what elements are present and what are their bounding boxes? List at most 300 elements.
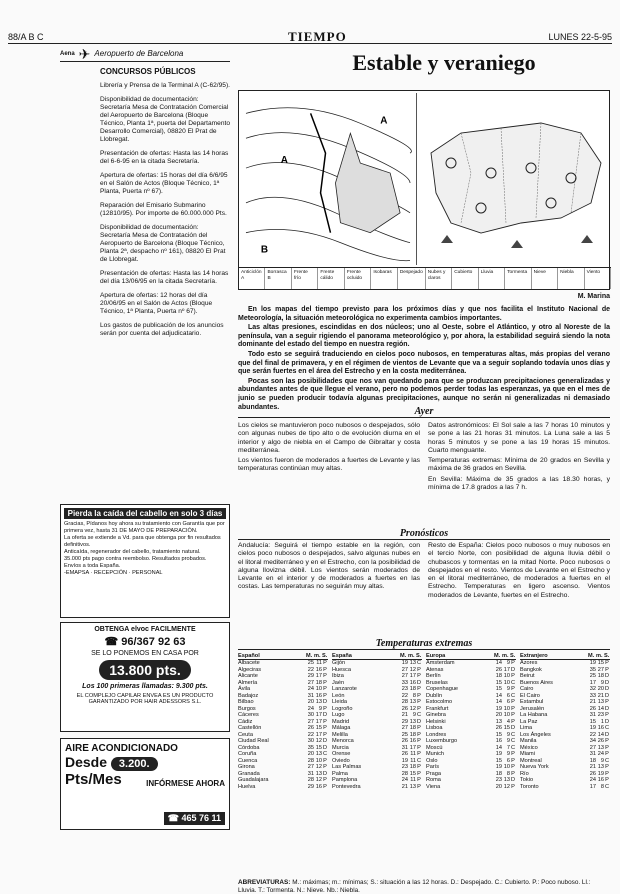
table-cell: 24: [589, 777, 596, 783]
elvoc-ad-line3: Los 100 primeras llamadas: 9.300 pts.: [82, 683, 208, 690]
temperature-table: [426, 653, 516, 790]
table-cell: Lugo: [332, 712, 345, 718]
table-cell: Atenas: [426, 666, 444, 673]
table-row: [520, 784, 610, 791]
table-cell: 14: [597, 705, 604, 712]
aircon-desde: [65, 754, 225, 771]
concurso-paragraph: Librería y Prensa de la Terminal A (C-62/95).: [100, 82, 230, 89]
table-header-cell: S.: [604, 653, 610, 659]
table-cell: Albacete: [238, 660, 260, 666]
table-cell: C: [604, 783, 610, 790]
table-cell: Buenos Aires: [520, 679, 553, 686]
table-cell: 25: [589, 673, 596, 679]
page-date: LUNES 22-5-95: [548, 31, 612, 42]
table-cell: 10: [503, 712, 510, 718]
table-cell: La Paz: [520, 718, 538, 725]
table-cell: Bilbao: [238, 699, 254, 705]
page-number: 88/A B C: [8, 31, 44, 42]
table-cell: Pamplona: [332, 777, 358, 783]
table-cell: 22: [589, 731, 596, 738]
table-cell: P: [323, 783, 327, 790]
table-cell: 17: [409, 673, 416, 679]
pron-paragraph: Andalucía: Seguirá el tiempo estable en la región, con cielos poco nubosos o despejados, salvo algunas nubes en el litoral mediterráneo y en el Estrecho, con la posibilidad de alguna llovizna débil. Los vientos serán moderados de Levante en el interior y de moderados a fuertes en las costas. Las temperaturas no seguirán muy altas.: [238, 542, 420, 591]
table-cell: C: [510, 744, 516, 751]
table-cell: 9: [318, 705, 322, 712]
concurso-paragraph: Apertura de ofertas: 15 horas del día 6/6/95 en el Salón de Actos (Bloque Técnico, 1ª Planta, Puerta nº 67).: [100, 172, 228, 195]
table-cell: 16: [315, 666, 322, 673]
table-header-cell: S.: [322, 653, 328, 659]
table-cell: 12: [503, 783, 510, 790]
abbr-label: ABREVIATURAS:: [238, 879, 291, 886]
table-cell: 10: [315, 757, 322, 764]
table-row: [238, 660, 328, 667]
table-cell: Girona: [238, 764, 255, 770]
table-row: [520, 660, 610, 667]
table-cell: 27: [307, 764, 314, 770]
table-cell: P: [323, 764, 327, 770]
table-cell: 20: [307, 751, 314, 757]
table-cell: P: [605, 738, 609, 744]
table-cell: 14: [495, 660, 502, 666]
table-cell: 11: [410, 751, 416, 757]
table-cell: Azores: [520, 660, 538, 666]
table-cell: C: [510, 679, 516, 686]
table-cell: P: [511, 673, 515, 679]
table-cell: 32: [589, 686, 596, 692]
table-cell: 12: [315, 738, 322, 744]
table-cell: D: [416, 679, 422, 686]
table-cell: Tokio: [520, 777, 534, 783]
table-cell: Pontevedra: [332, 783, 361, 790]
table-cell: P: [605, 660, 609, 666]
table-cell: 23: [597, 712, 604, 718]
table-cell: Madrid: [332, 718, 350, 725]
table-cell: 17: [503, 666, 510, 673]
table-cell: P: [417, 764, 421, 770]
table-cell: 26: [401, 705, 408, 712]
hair-ad-line: La oferta se extiende a Vd. para que obtenga por fin resultados definitivos.: [64, 535, 221, 548]
table-cell: P: [605, 666, 609, 673]
table-cell: 13: [597, 764, 604, 770]
table-cell: Ibiza: [332, 673, 344, 679]
table-cell: 12: [315, 764, 322, 770]
table-cell: 19: [597, 770, 604, 777]
temps-heading: Temperaturas extremas: [238, 638, 610, 650]
ayer-heading: Ayer: [238, 406, 610, 418]
table-cell: 31: [401, 744, 408, 751]
table-cell: 14: [495, 692, 502, 699]
section-title: TIEMPO: [288, 28, 347, 44]
table-cell: 31: [589, 751, 596, 757]
ayer-paragraph: Temperaturas extremas: Mínima de 20 grados en Sevilla y máxima de 36 grados en Sevilla.: [428, 457, 610, 473]
table-row: [332, 784, 422, 791]
table-cell: Moscú: [426, 744, 443, 751]
table-cell: 17: [315, 731, 322, 738]
table-cell: 9: [600, 757, 604, 764]
table-cell: 16: [409, 738, 416, 744]
table-cell: Praga: [426, 770, 441, 777]
weather-article: [238, 50, 610, 894]
table-cell: C: [416, 660, 422, 666]
intro-paragraph: Las altas presiones, escindidas en dos núcleos; uno al Oeste, sobre el Atlántico, y otro al Noreste de la península, van a seguir rigiendo el panorama meteorológico y, por ahora, la estabilidad seguirá siendo la nota dominante del estado del tiempo en nuestra región.: [238, 324, 610, 349]
table-cell: D: [604, 705, 610, 712]
table-cell: 28: [307, 777, 314, 783]
table-cell: D: [416, 718, 422, 725]
table-cell: Jaén: [332, 679, 345, 686]
table-cell: Roma: [426, 777, 441, 783]
table-cell: Amsterdam: [426, 660, 455, 666]
table-header-cell: M.: [400, 653, 407, 659]
airport-banner: [60, 46, 230, 62]
legend-item: Isobaras: [371, 268, 397, 289]
table-cell: 18: [597, 673, 604, 679]
table-header-cell: Europa: [426, 653, 494, 660]
table-cell: 23: [401, 686, 408, 692]
hair-ad-title: Pierda la caída del cabello en solo 3 días: [64, 508, 226, 519]
table-cell: 24: [307, 705, 314, 712]
table-cell: Nueva York: [520, 764, 549, 770]
table-cell: 10: [503, 764, 510, 770]
table-cell: D: [510, 725, 516, 731]
ayer-paragraph: Los cielos se mantuvieron poco nubosos o despejados, sólo con algunas nubes de tipo alto o de evolución diurna en el interior y algo de niebla en el Campo de Gibraltar y costa mediterránea.: [238, 422, 420, 454]
table-cell: 25: [307, 660, 314, 666]
aircon-price: 3.200.: [111, 757, 158, 771]
table-cell: P: [511, 751, 515, 757]
table-cell: 16: [495, 738, 502, 744]
table-cell: Alicante: [238, 673, 258, 679]
ayer-right: [428, 422, 610, 494]
table-cell: 27: [307, 718, 314, 725]
table-cell: 20: [495, 712, 502, 718]
table-cell: P: [323, 666, 327, 673]
isobar-map: [241, 93, 417, 265]
table-cell: 29: [401, 718, 408, 725]
map-legend: [239, 267, 611, 289]
table-cell: P: [323, 731, 327, 738]
table-cell: 31: [307, 770, 314, 777]
pronosticos-heading: Pronósticos: [238, 528, 610, 540]
table-cell: C: [604, 725, 610, 731]
table-cell: P: [323, 718, 327, 725]
table-header-cell: S.: [510, 653, 516, 659]
table-cell: 13: [409, 783, 416, 790]
table-header-cell: España: [332, 653, 400, 660]
elvoc-ad-line1: OBTENGA elvoc FACILMENTE: [94, 626, 196, 633]
table-cell: 13: [315, 751, 322, 757]
table-cell: 24: [401, 777, 408, 783]
concurso-paragraph: Presentación de ofertas: Hasta las 14 horas del 6-6-95 en la citada Secretaría.: [100, 150, 229, 165]
table-cell: 16: [597, 777, 604, 783]
table-cell: Luxemburgo: [426, 738, 458, 744]
table-cell: Orense: [332, 751, 351, 757]
table-cell: 21: [401, 712, 408, 718]
table-cell: Castellón: [238, 725, 262, 731]
table-cell: Coruña: [238, 751, 257, 757]
pron-right: [428, 542, 610, 602]
table-cell: P: [605, 770, 609, 777]
table-cell: Lleida: [332, 699, 347, 705]
table-cell: 30: [307, 738, 314, 744]
table-cell: P: [417, 783, 421, 790]
table-cell: 9: [506, 660, 510, 666]
aircon-title: AIRE ACONDICIONADO: [65, 743, 178, 754]
page-header: [8, 30, 612, 44]
legend-item: Viento: [585, 268, 611, 289]
table-cell: 4: [506, 718, 510, 725]
table-cell: Munich: [426, 751, 445, 757]
table-cell: 28: [307, 757, 314, 764]
table-cell: D: [604, 731, 610, 738]
table-cell: 19: [495, 764, 502, 770]
legend-item: Niebla: [558, 268, 584, 289]
temperature-table: [238, 653, 328, 790]
table-cell: C: [604, 757, 610, 764]
pron-paragraph: Resto de España: Cielos poco nubosos o muy nubosos en el tercio Norte, con posibilidad de alguna lluvia débil o chubascos y tormentas en la mitad Norte. Poco nubosos o despejados en el resto. Vientos de Levante en el Estrecho y en el litoral mediterráneo, de moderados a fuertes en el Estrecho. Temperaturas en ligero ascenso. Vientos moderados de Levante, fuertes en el Estrecho.: [428, 542, 610, 599]
table-cell: Ciudad Real: [238, 738, 269, 744]
ayer-paragraph: En Sevilla: Máxima de 35 grados a las 18.30 horas, y mínima de 17.8 grados a las 7 h.: [428, 475, 610, 492]
table-cell: 8: [506, 770, 510, 777]
hair-ad-line: 35.000 pts pago contra reembolso. Resultados probados.: [64, 556, 207, 562]
table-cell: C: [510, 731, 516, 738]
table-cell: P: [511, 783, 515, 790]
pron-left: [238, 542, 420, 602]
table-cell: 22: [307, 731, 314, 738]
table-cell: D: [322, 712, 328, 718]
table-cell: 17: [315, 718, 322, 725]
table-cell: 12: [409, 666, 416, 673]
table-row: [426, 660, 516, 667]
table-cell: 10: [503, 673, 510, 679]
table-cell: Cuenca: [238, 757, 258, 764]
table-cell: 14: [597, 731, 604, 738]
table-cell: 8: [600, 783, 604, 790]
table-row: [332, 660, 422, 667]
table-cell: Jerusalén: [520, 705, 545, 712]
table-cell: D: [604, 692, 610, 699]
table-cell: 22: [307, 666, 314, 673]
airport-name: Aeropuerto de Barcelona: [94, 49, 184, 58]
legend-item: Nieve: [532, 268, 558, 289]
svg-text:A: A: [380, 115, 388, 127]
table-header-cell: Español: [238, 653, 306, 660]
table-cell: 18: [409, 725, 416, 731]
concurso-paragraph: Disponibilidad de documentación: Secretaría Mesa de Contratación Comercial del Aeropuerto de Barcelona (Bloque Técnico, Planta 1ª, puerta del Departamento Desarrollo Comercial), 08820 El Prat de Llobregat.: [100, 96, 230, 143]
legend-item: Anticiclón A: [239, 268, 265, 289]
legend-item: Despejado: [398, 268, 426, 289]
table-cell: P: [417, 725, 421, 731]
table-header-cell: m.: [408, 653, 415, 659]
table-cell: 18: [495, 770, 502, 777]
table-cell: P: [323, 673, 327, 679]
table-cell: Cádiz: [238, 718, 253, 725]
table-cell: 27: [589, 744, 596, 751]
table-cell: 15: [495, 757, 502, 764]
table-cell: Burgos: [238, 705, 256, 712]
table-cell: Badajoz: [238, 692, 259, 699]
table-cell: Melilla: [332, 731, 348, 738]
tables-wrap: [238, 653, 610, 790]
legend-item: Frente frío: [292, 268, 318, 289]
table-cell: D: [604, 673, 610, 679]
aircon-info: INFÓRMESE AHORA: [146, 779, 225, 788]
temperature-tables: [238, 638, 610, 878]
table-cell: Manila: [520, 738, 537, 744]
pronosticos-columns: [238, 542, 610, 602]
table-cell: 21: [589, 764, 596, 770]
table-cell: Dublín: [426, 692, 443, 699]
elvoc-ad: [60, 622, 230, 732]
table-cell: Cairo: [520, 686, 534, 692]
table-cell: 10: [503, 705, 510, 712]
aircon-phone: ☎ 465 76 11: [164, 812, 225, 825]
table-cell: 10: [503, 679, 510, 686]
table-cell: P: [323, 679, 327, 686]
intro-paragraph: Pocas son las posibilidades que nos van quedando para que se produzcan precipitaciones generalizadas y abundantes antes de que llegue el verano, pero no podemos perder todas las esperanzas, ya que en el mes de junio se pueden producir todavía algunas precipitaciones, aunque no serán ni generalizadas ni demasiado abundantes.: [238, 377, 610, 411]
table-cell: 23: [495, 777, 502, 783]
table-cell: P: [511, 686, 515, 692]
concurso-paragraph: Disponibilidad de documentación: Secretaría Mesa de Contratación del Aeropuerto de Barcelona (Bloque Técnico, Planta 2ª, despacho nº 161), 08820 El Prat de Llobregat.: [100, 224, 226, 263]
table-cell: 9: [506, 731, 510, 738]
table-cell: Copenhague: [426, 686, 459, 692]
table-cell: P: [417, 673, 421, 679]
table-cell: 18: [589, 757, 596, 764]
temperature-table: [332, 653, 422, 790]
table-cell: Helsinki: [426, 718, 446, 725]
table-cell: D: [510, 666, 516, 673]
table-cell: P: [605, 699, 609, 705]
table-cell: Almería: [238, 679, 258, 686]
table-cell: 16: [315, 692, 322, 699]
table-cell: P: [323, 777, 327, 783]
table-cell: 15: [315, 725, 322, 731]
table-cell: C: [510, 692, 516, 699]
table-cell: D: [604, 686, 610, 692]
table-cell: 20: [597, 686, 604, 692]
table-cell: 6: [506, 699, 510, 705]
table-cell: 9: [506, 686, 510, 692]
table-cell: Río: [520, 770, 529, 777]
table-cell: Murcia: [332, 744, 349, 751]
table-cell: 23: [401, 764, 408, 770]
table-cell: C: [416, 712, 422, 718]
table-cell: P: [417, 705, 421, 712]
table-cell: 22: [401, 692, 408, 699]
table-cell: 13: [597, 699, 604, 705]
table-cell: 26: [307, 725, 314, 731]
table-cell: 14: [495, 699, 502, 705]
table-cell: Logroño: [332, 705, 353, 712]
table-cell: Cáceres: [238, 712, 259, 718]
table-cell: 13: [315, 770, 322, 777]
table-cell: P: [511, 660, 515, 666]
table-cell: P: [511, 712, 515, 718]
table-cell: Lisboa: [426, 725, 443, 731]
table-cell: 16: [409, 679, 416, 686]
elvoc-phone: ☎ 96/367 92 63: [104, 636, 186, 648]
table-cell: 19: [495, 751, 502, 757]
table-cell: Ávila: [238, 686, 251, 692]
legend-item: Frente ocluido: [345, 268, 371, 289]
table-cell: D: [604, 718, 610, 725]
table-cell: 20: [495, 783, 502, 790]
table-cell: P: [417, 699, 421, 705]
table-cell: 29: [307, 783, 314, 790]
hair-ad-line: Envíos a toda España.: [64, 563, 121, 569]
table-cell: 13: [495, 718, 502, 725]
table-cell: 19: [589, 725, 596, 731]
table-cell: Huesca: [332, 666, 351, 673]
table-cell: P: [417, 770, 421, 777]
table-cell: 29: [307, 673, 314, 679]
table-cell: P: [417, 738, 421, 744]
concurso-paragraph: Reparación del Emisario Submarino (12810/95). Por importe de 60.000.000 Pts.: [100, 202, 227, 217]
table-cell: 13: [409, 699, 416, 705]
headline: Estable y veraniego: [352, 50, 536, 75]
table-cell: C: [416, 757, 422, 764]
table-cell: P: [323, 705, 327, 712]
table-cell: 7: [506, 744, 510, 751]
table-cell: P: [417, 744, 421, 751]
table-cell: 11: [410, 777, 416, 783]
table-cell: P: [323, 660, 327, 666]
table-cell: 26: [597, 738, 604, 744]
legend-item: Tormenta: [505, 268, 531, 289]
table-cell: 13: [597, 744, 604, 751]
table-cell: 21: [401, 783, 408, 790]
table-cell: 16: [315, 783, 322, 790]
table-cell: P: [605, 751, 609, 757]
table-cell: D: [510, 777, 516, 783]
table-cell: P: [511, 718, 515, 725]
aircon-desde-label: Desde: [65, 754, 108, 770]
table-cell: D: [322, 738, 328, 744]
table-cell: 34: [589, 738, 596, 744]
table-cell: 12: [315, 777, 322, 783]
table-cell: México: [520, 744, 538, 751]
table-cell: P: [605, 744, 609, 751]
hair-ad-line: Gracias, Pídanos hoy ahora su tratamiento con Garantía que por primera vez, hasta 31 DE MAYO DE PREPARACIÓN.: [64, 521, 225, 534]
table-cell: Frankfurt: [426, 705, 449, 712]
table-cell: P: [323, 686, 327, 692]
table-row: [238, 784, 328, 791]
table-cell: Berlín: [426, 673, 441, 679]
table-header-cell: M.: [588, 653, 595, 659]
table-cell: 31: [589, 712, 596, 718]
table-header-cell: S.: [416, 653, 422, 659]
intro-paragraph: Todo esto se seguirá traduciendo en cielos poco nubosos, en temperaturas altas, más propias del verano que del final de primavera, y en el régimen de vientos de Levante que va a seguir soplando todavía unos días y que serán fuertes en el área del Estrecho y en la costa mediterránea.: [238, 350, 610, 376]
table-cell: 15: [495, 731, 502, 738]
table-cell: 20: [307, 699, 314, 705]
table-cell: Beirut: [520, 673, 535, 679]
ayer-paragraph: Los vientos fueron de moderados a fuertes de Levante y las temperaturas continúan muy altas.: [238, 457, 420, 473]
table-header-cell: Extranjero: [520, 653, 588, 660]
table-cell: 17: [589, 783, 596, 790]
table-cell: 18: [409, 731, 416, 738]
table-cell: 17: [589, 679, 596, 686]
table-cell: Londres: [426, 731, 447, 738]
table-cell: 27: [597, 666, 604, 673]
table-cell: 19: [401, 757, 408, 764]
table-cell: 17: [409, 744, 416, 751]
table-cell: 27: [307, 679, 314, 686]
temperature-table: [520, 653, 610, 790]
table-cell: Ceuta: [238, 731, 253, 738]
table-cell: Ginebra: [426, 712, 446, 718]
table-cell: Miami: [520, 751, 535, 757]
table-cell: Granada: [238, 770, 260, 777]
table-cell: 11: [316, 660, 322, 666]
table-cell: 11: [410, 757, 416, 764]
